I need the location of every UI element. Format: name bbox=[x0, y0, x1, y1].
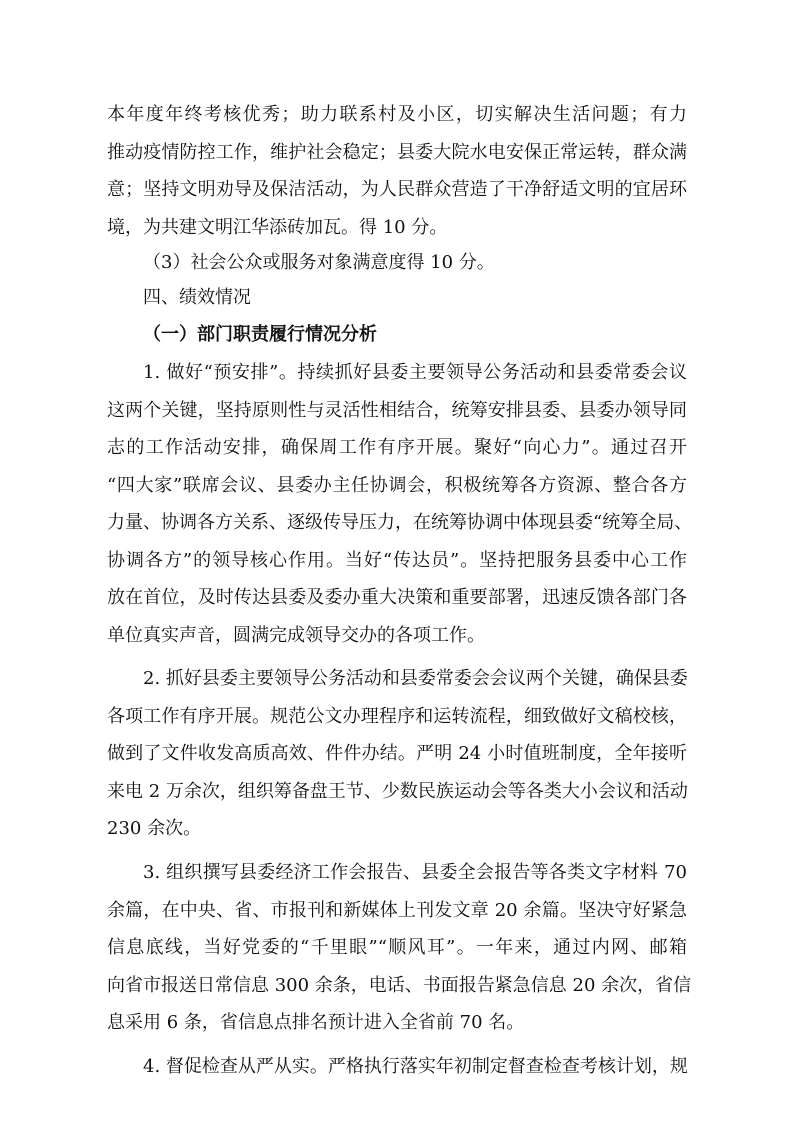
paragraph-continuation bbox=[107, 96, 687, 246]
paragraph-item-3 bbox=[107, 854, 692, 1042]
paragraph-item-1 bbox=[107, 354, 693, 654]
text-line: 单位真实声音，圆满完成领导交办的各项工作。 bbox=[107, 624, 485, 646]
text-line: 协调各方”的领导核心作用。当好“传达员”。坚持把服务县委中心工作 bbox=[107, 549, 687, 571]
text-line: （3）社会公众或服务对象满意度得 10 分。 bbox=[143, 252, 495, 273]
text-line: 本年度年终考核优秀；助力联系村及小区，切实解决生活问题；有力 bbox=[107, 104, 687, 125]
text-line: “四大家”联席会议、县委办主任协调会，积极统筹各方资源、整合各方 bbox=[107, 474, 687, 496]
text-line: 放在首位，及时传达县委及委办重大决策和重要部署，迅速反馈各部门各 bbox=[107, 587, 687, 608]
paragraph-item-4 bbox=[107, 1048, 687, 1086]
text-line: 2. 抓好县委主要领导公务活动和县委常委会会议两个关键，确保县委 bbox=[143, 668, 688, 689]
text-line: 4. 督促检查从严从实。严格执行落实年初制定督查检查考核计划，规 bbox=[143, 1056, 688, 1077]
text-line: 志的工作活动安排，确保周工作有序开展。聚好“向心力”。通过召开 bbox=[107, 437, 687, 458]
text-line: 信息底线，当好党委的“千里眼”“顺风耳”。一年来，通过内网、邮箱 bbox=[107, 937, 687, 958]
text-line: 230 余次。 bbox=[107, 818, 202, 839]
text-line: 向省市报送日常信息 300 余条，电话、书面报告紧急信息 20 余次，省信 bbox=[107, 974, 692, 996]
text-line: 各项工作有序开展。规范公文办理程序和运转流程，细致做好文稿校核， bbox=[107, 705, 687, 727]
text-line: 力量、协调各方关系、逐级传导压力，在统筹协调中体现县委“统筹全局、 bbox=[107, 512, 693, 533]
text-line: 四、绩效情况 bbox=[143, 287, 251, 308]
text-line: 这两个关键，坚持原则性与灵活性相结合，统筹安排县委、县委办领导同 bbox=[107, 399, 687, 421]
text-line: 推动疫情防控工作，维护社会稳定；县委大院水电安保正常运转，群众满 bbox=[107, 141, 687, 163]
paragraph-satisfaction-score bbox=[107, 244, 687, 282]
text-line: 做到了文件收发高质高效、件件办结。严明 24 小时值班制度，全年接听 bbox=[107, 743, 687, 764]
text-line: 3. 组织撰写县委经济工作会报告、县委全会报告等各类文字材料 70 bbox=[143, 862, 687, 883]
section-heading-performance bbox=[107, 279, 687, 317]
subsection-heading-duties bbox=[107, 316, 687, 354]
text-line: 1. 做好“预安排”。持续抓好县委主要领导公务活动和县委常委会议 bbox=[143, 362, 687, 383]
text-line: 境，为共建文明江华添砖加瓦。得 10 分。 bbox=[107, 216, 448, 238]
text-line: 余篇，在中央、省、市报刊和新媒体上刊发文章 20 余篇。坚决守好紧急 bbox=[107, 899, 687, 921]
text-line: （一）部门职责履行情况分析 bbox=[143, 324, 377, 345]
paragraph-item-2 bbox=[107, 660, 687, 848]
text-line: 来电 2 万余次，组织筹备盘王节、少数民族运动会等各类大小会议和活动 bbox=[107, 780, 688, 802]
text-line: 意；坚持文明劝导及保洁活动，为人民群众营造了干净舒适文明的宜居环 bbox=[107, 179, 687, 200]
text-line: 息采用 6 条，省信息点排名预计进入全省前 70 名。 bbox=[107, 1012, 525, 1033]
